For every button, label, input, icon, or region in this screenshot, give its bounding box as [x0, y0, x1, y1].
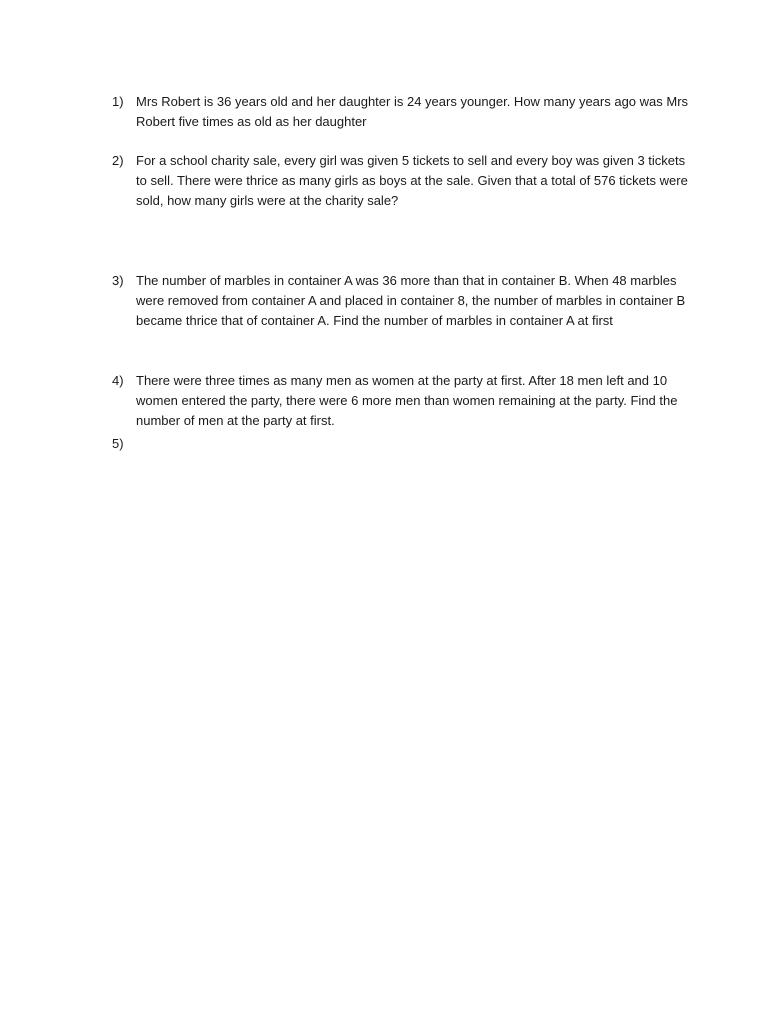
question-2 — [112, 151, 692, 211]
question-text — [136, 434, 692, 454]
question-number: 5) — [112, 436, 124, 451]
question-text: Mrs Robert is 36 years old and her daughter is 24 years younger. How many years ago was Mrs Robert five times as old as her daughter — [136, 94, 689, 129]
question-number: 3) — [112, 273, 124, 288]
question-number: 1) — [112, 94, 124, 109]
question-number: 4) — [112, 373, 124, 388]
question-text: For a school charity sale, every girl was given 5 tickets to sell and every boy was given 3 tickets to sell. There were thrice as many girls as boys at the sale. Given that a total of 576 tickets were sold, how many girls were at the charity sale? — [136, 153, 688, 208]
question-4 — [112, 371, 692, 431]
question-text: The number of marbles in container A was 36 more than that in container B. When 48 marbles were removed from container A and placed in container 8, the number of marbles in container B became thrice that of container A. Find the number of marbles in container A at first — [136, 273, 686, 328]
question-5 — [112, 434, 692, 454]
question-3 — [112, 271, 692, 331]
question-1 — [112, 92, 692, 132]
question-number: 2) — [112, 153, 124, 168]
question-text: There were three times as many men as women at the party at first. After 18 men left and 10 women entered the party, there were 6 more men than women remaining at the party. Find the number of men at the party at first. — [136, 373, 678, 428]
